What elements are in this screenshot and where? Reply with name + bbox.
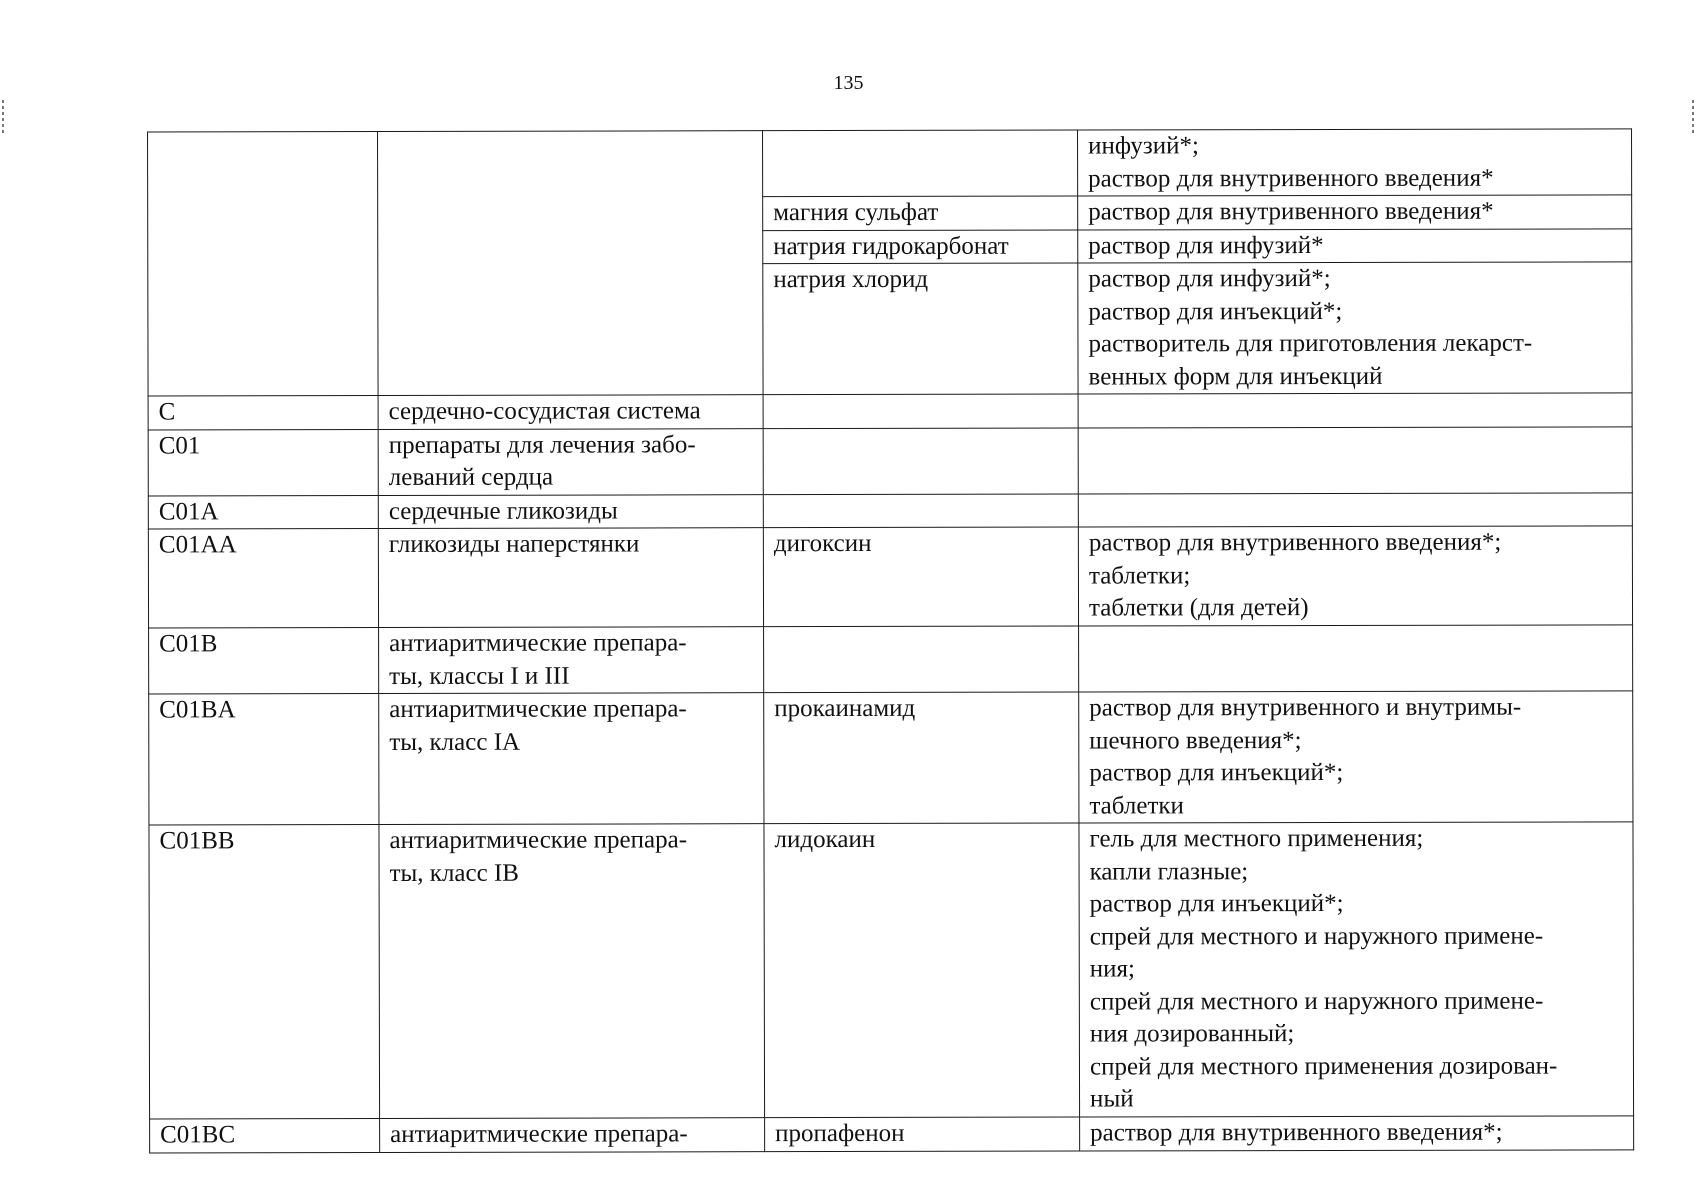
atc-code-cell: C01 <box>148 429 378 495</box>
dosage-forms-cell: раствор для инфузий*; раствор для инъекций*; растворитель для приготовления лекарст- венных форм для инъекций <box>1078 262 1632 394</box>
table-row <box>150 1116 1634 1153</box>
drug-name-cell <box>763 130 1078 197</box>
drug-name-cell <box>763 394 1078 428</box>
group-name-cell: гликозиды наперстянки <box>378 528 763 628</box>
dosage-forms-cell <box>1078 426 1632 493</box>
group-name-cell: антиаритмические препара- <box>380 1118 765 1152</box>
table-row <box>148 129 1632 198</box>
drug-name-cell: лидокаин <box>764 823 1080 1118</box>
dosage-forms-cell: гель для местного применения; капли глазные; раствор для инъекций*; спрей для местного и наружного примене- ния; спрей для местного и наружного примене- ния дозированный; спрей для местного применения дозирован- ный <box>1079 822 1634 1117</box>
dosage-forms-cell <box>1079 625 1633 692</box>
drug-name-cell: дигоксин <box>763 527 1078 627</box>
group-name-cell: антиаритмические препара- ты, класс IA <box>379 693 764 825</box>
atc-code-cell: C01A <box>148 495 378 529</box>
table-row <box>148 492 1632 529</box>
table-row <box>149 691 1633 825</box>
atc-code-cell: C01AA <box>148 528 378 627</box>
drug-name-cell <box>764 626 1079 693</box>
table-row <box>148 526 1632 628</box>
atc-code-cell: C01BA <box>149 693 379 824</box>
drug-name-cell: натрия хлорид <box>763 263 1078 395</box>
dosage-forms-cell: инфузий*; раствор для внутривенного введения* <box>1078 129 1632 196</box>
drug-name-cell <box>763 494 1078 528</box>
group-name-cell <box>378 131 764 396</box>
drug-name-cell <box>763 428 1078 495</box>
drug-table <box>147 128 1634 1153</box>
table-row <box>149 822 1634 1119</box>
table-row <box>148 426 1632 495</box>
group-name-cell: сердечно-сосудистая система <box>378 395 763 429</box>
drug-name-cell: натрия гидрокарбонат <box>763 230 1078 264</box>
atc-code-cell <box>148 131 379 395</box>
dosage-forms-cell: раствор для инфузий* <box>1078 228 1632 263</box>
dosage-forms-cell: раствор для внутривенного введения*; <box>1080 1116 1634 1151</box>
atc-code-cell: C01BC <box>150 1118 380 1152</box>
drug-name-cell: прокаинамид <box>764 692 1079 824</box>
page-number: 135 <box>833 72 864 94</box>
atc-code-cell: C <box>148 395 378 429</box>
dosage-forms-cell <box>1078 393 1632 428</box>
group-name-cell: антиаритмические препара- ты, классы I и III <box>379 627 764 694</box>
table-row <box>149 625 1633 694</box>
table-row <box>148 393 1632 430</box>
dosage-forms-cell: раствор для внутривенного введения*; таблетки; таблетки (для детей) <box>1078 526 1632 626</box>
dosage-forms-cell: раствор для внутривенного введения* <box>1078 195 1632 230</box>
dosage-forms-cell: раствор для внутривенного и внутримы- шечного введения*; раствор для инъекций*; таблетки <box>1079 691 1633 823</box>
drug-name-cell: пропафенон <box>765 1117 1080 1151</box>
group-name-cell: сердечные гликозиды <box>378 494 763 528</box>
atc-code-cell: C01BB <box>149 824 380 1118</box>
group-name-cell: антиаритмические препара- ты, класс IB <box>379 824 765 1119</box>
atc-code-cell: C01B <box>149 627 379 693</box>
drug-name-cell: магния сульфат <box>763 196 1078 230</box>
dosage-forms-cell <box>1078 492 1632 527</box>
group-name-cell: препараты для лечения забо- леваний сердца <box>378 428 763 495</box>
